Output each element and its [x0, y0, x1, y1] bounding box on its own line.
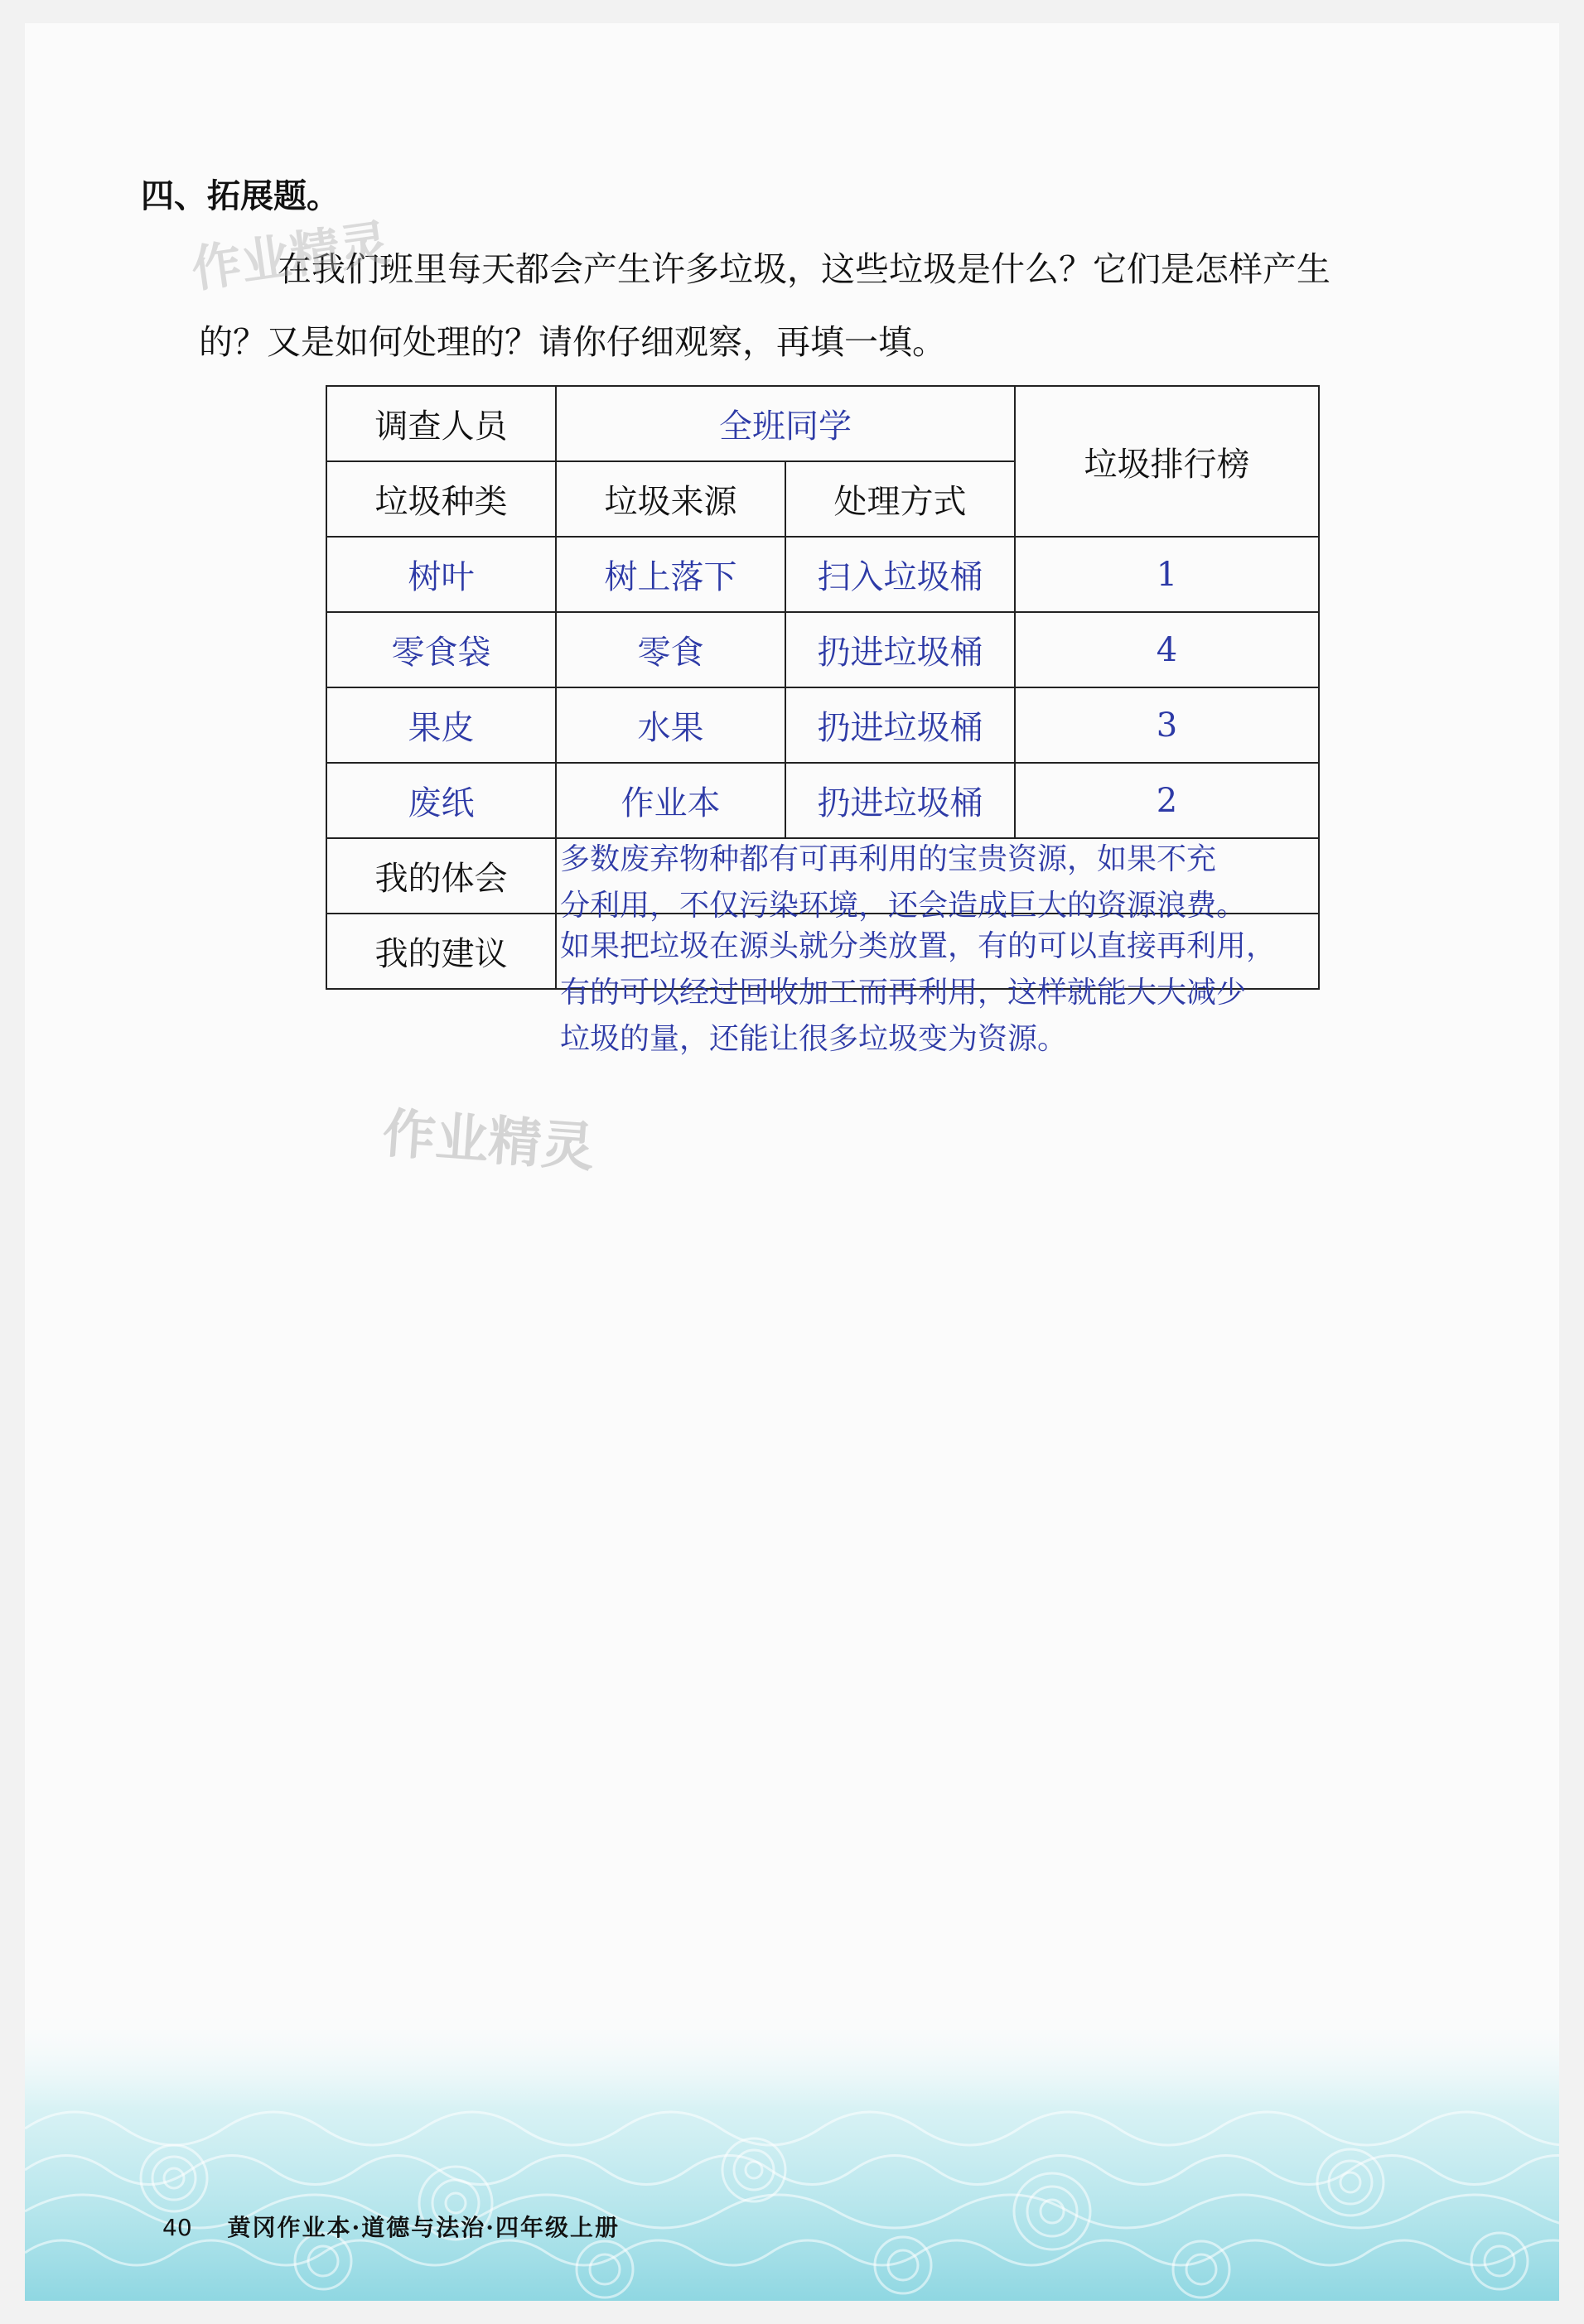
cell-source[interactable]: 作业本	[556, 763, 785, 838]
cell-rank[interactable]: 3	[1015, 687, 1319, 763]
col-header-type: 垃圾种类	[326, 461, 556, 537]
table-row-survey-person	[326, 386, 1319, 461]
watermark: 作业精灵	[187, 214, 394, 300]
prompt-line-1: 在我们班里每天都会产生许多垃圾，这些垃圾是什么？它们是怎样产生	[278, 249, 1330, 289]
col-header-method: 处理方式	[785, 461, 1015, 537]
cell-type[interactable]: 零食袋	[326, 612, 556, 687]
table-row	[326, 687, 1319, 763]
cell-source[interactable]: 树上落下	[556, 537, 785, 612]
book-title: 黄冈作业本·道德与法治·四年级上册	[227, 2214, 621, 2241]
worksheet-page	[25, 23, 1559, 2301]
suggestion-line-1: 如果把垃圾在源头就分类放置，有的可以直接再利用，	[560, 929, 1277, 963]
cell-source[interactable]: 水果	[556, 687, 785, 763]
cell-rank[interactable]: 1	[1015, 537, 1319, 612]
ranking-header: 垃圾排行榜	[1015, 386, 1319, 537]
suggestion-line-3: 垃圾的量，还能让很多垃圾变为资源。	[560, 1022, 1068, 1056]
col-header-source: 垃圾来源	[556, 461, 785, 537]
suggestion-label: 我的建议	[326, 914, 556, 989]
cell-type[interactable]: 废纸	[326, 763, 556, 838]
cell-method[interactable]: 扔进垃圾桶	[785, 687, 1015, 763]
experience-line-2: 分利用，不仅污染环境，还会造成巨大的资源浪费。	[560, 889, 1247, 923]
page-number: 40	[162, 2214, 192, 2241]
wave-decoration	[25, 2004, 1559, 2301]
cell-method[interactable]: 扔进垃圾桶	[785, 763, 1015, 838]
cell-rank[interactable]: 4	[1015, 612, 1319, 687]
cell-type[interactable]: 树叶	[326, 537, 556, 612]
cell-type[interactable]: 果皮	[326, 687, 556, 763]
cell-source[interactable]: 零食	[556, 612, 785, 687]
prompt-line-2: 的？又是如何处理的？请你仔细观察，再填一填。	[199, 322, 946, 362]
cell-method[interactable]: 扫入垃圾桶	[785, 537, 1015, 612]
survey-person-value[interactable]: 全班同学	[556, 386, 1015, 461]
experience-line-1: 多数废弃物种都有可再利用的宝贵资源，如果不充	[560, 842, 1217, 876]
page-footer	[162, 2210, 620, 2243]
survey-person-label: 调查人员	[326, 386, 556, 461]
experience-label: 我的体会	[326, 838, 556, 914]
section-title: 四、拓展题。	[141, 177, 340, 215]
watermark: 作业精灵	[380, 1103, 596, 1179]
suggestion-line-2: 有的可以经过回收加工而再利用，这样就能大大减少	[560, 976, 1247, 1010]
table-row	[326, 763, 1319, 838]
table-row	[326, 537, 1319, 612]
cell-rank[interactable]: 2	[1015, 763, 1319, 838]
table-row	[326, 612, 1319, 687]
cell-method[interactable]: 扔进垃圾桶	[785, 612, 1015, 687]
